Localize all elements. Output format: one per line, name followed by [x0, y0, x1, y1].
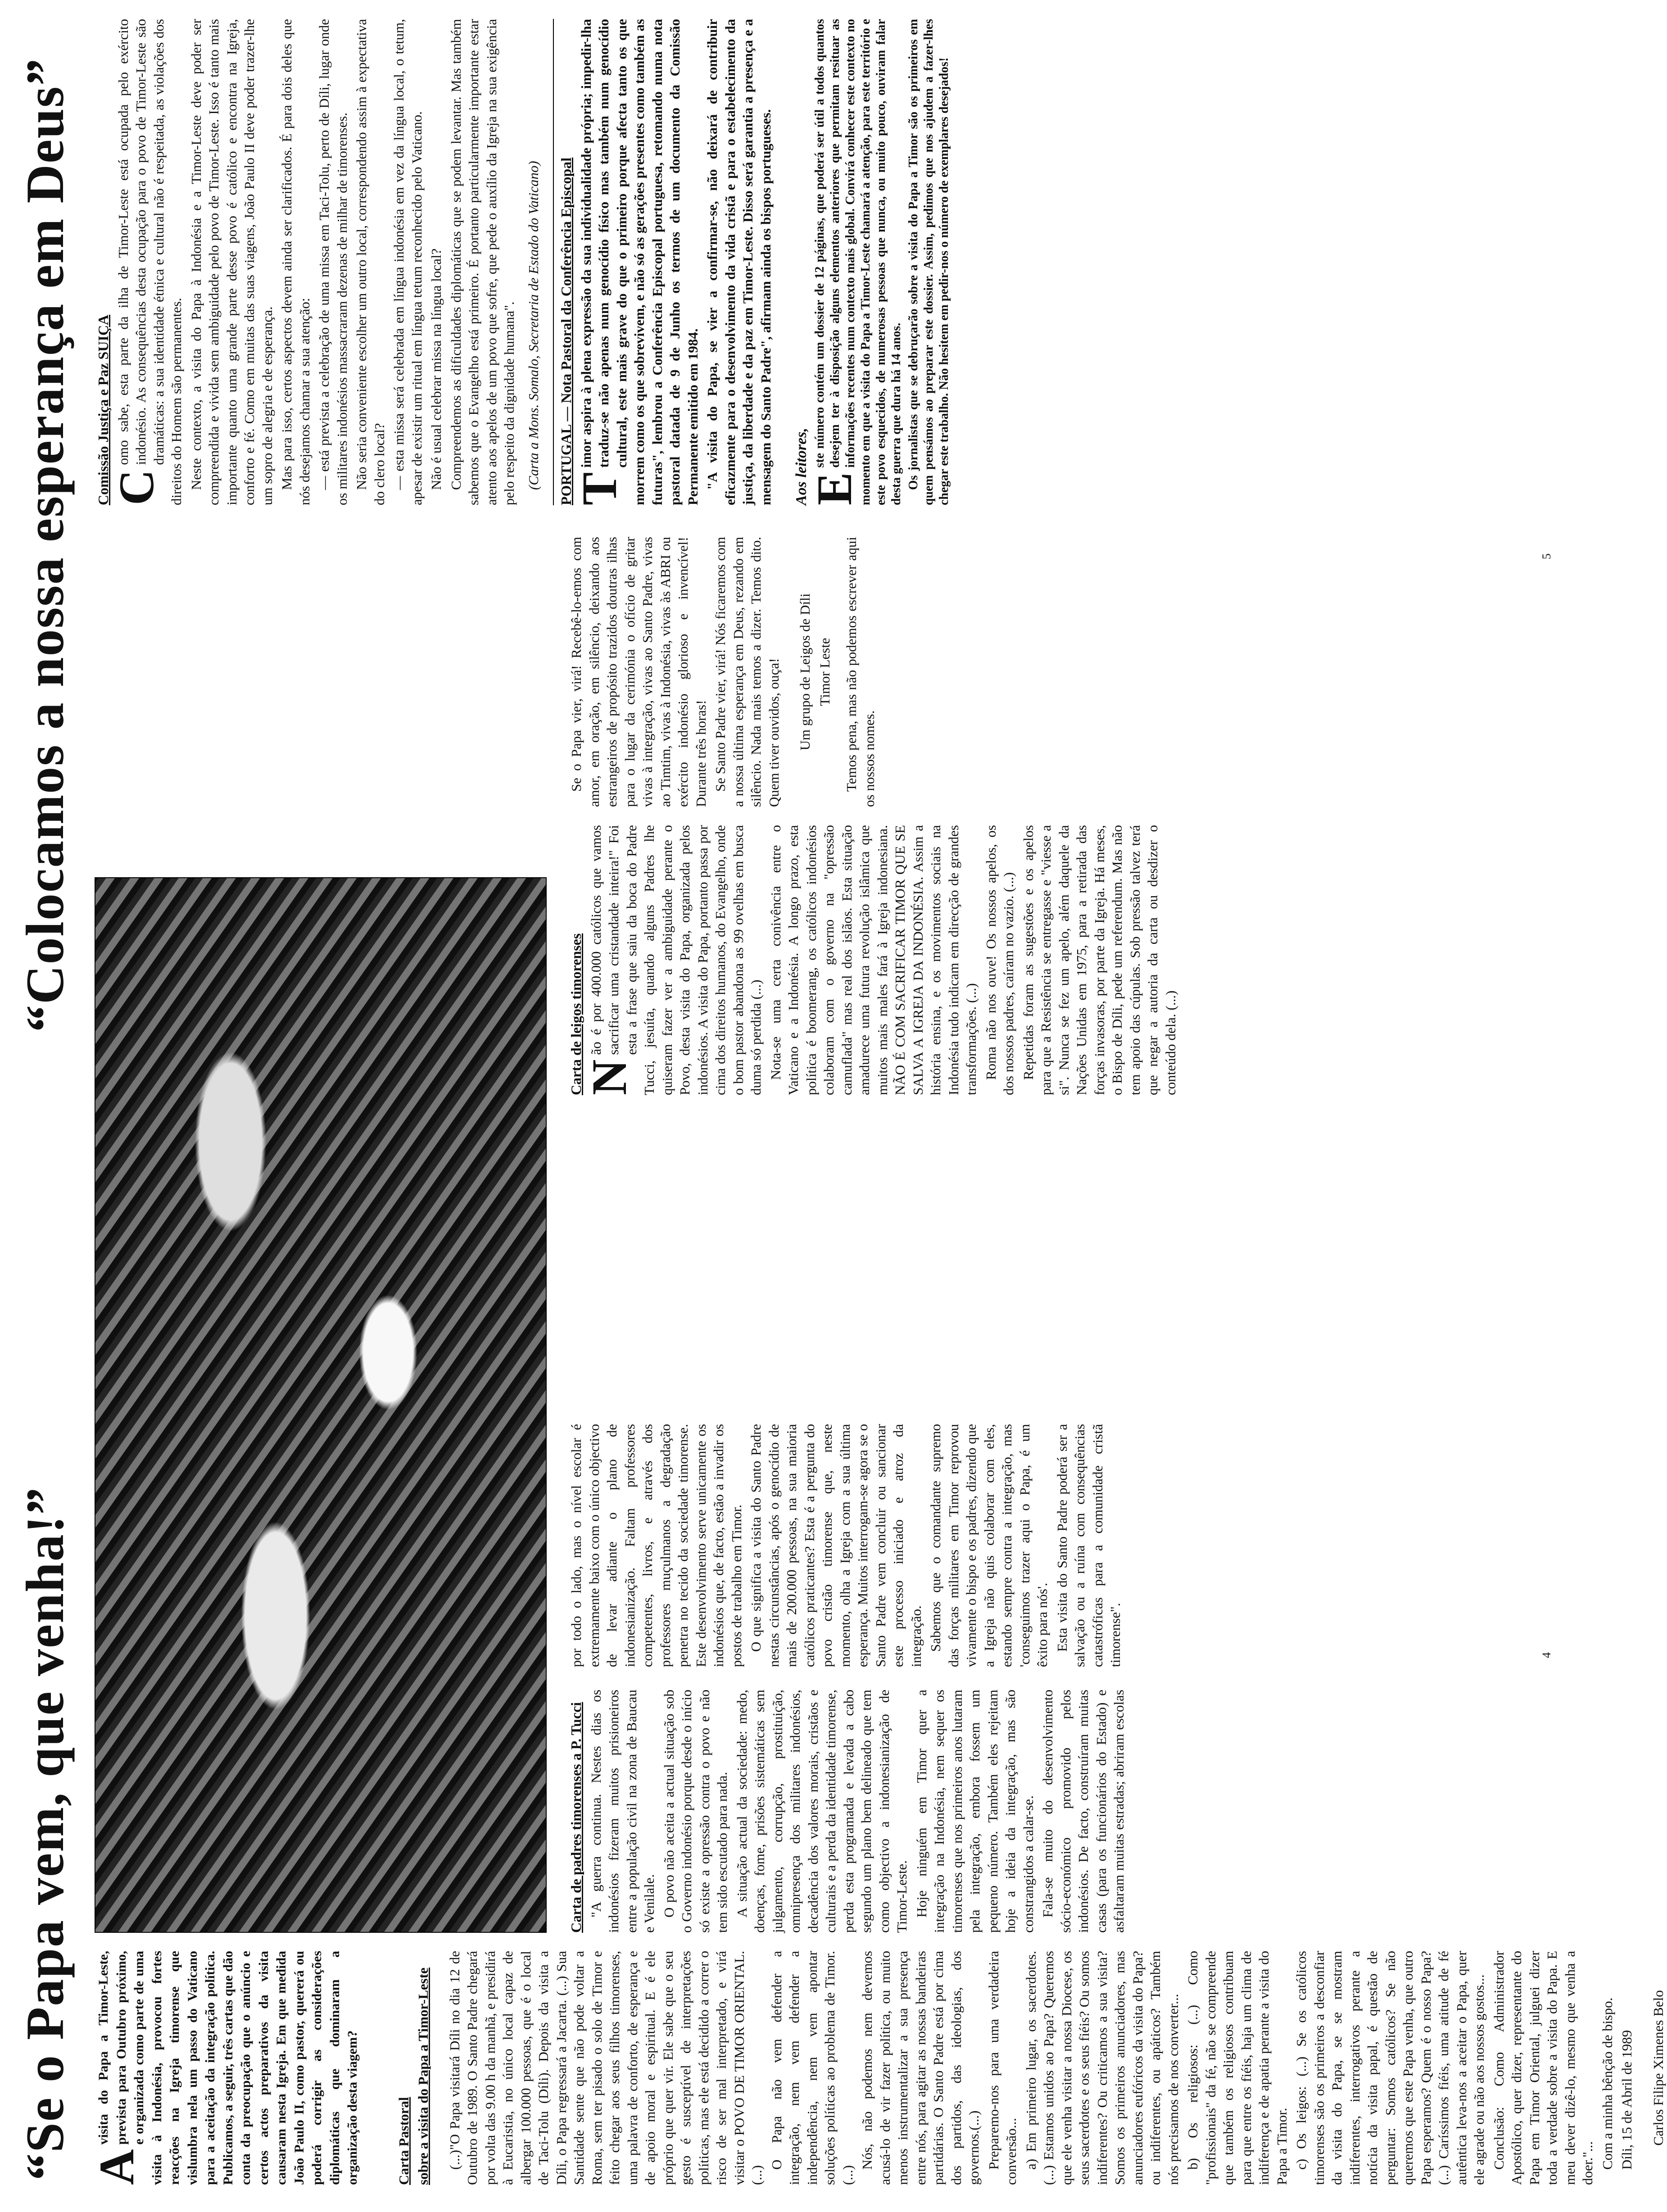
letter3-paragraph: Se Santo Padre vier, virá! Nós ficaremos com a nossa última esperança em Deus, rezando em silêncio. Nada mais temos a dizer. Temos dito. Quem tiver ouvidos, ouça!: [712, 537, 782, 807]
right-headline: “Colocamos a nossa esperança em Deus”: [15, 58, 75, 1032]
letter2-column: [567, 1424, 1536, 1933]
left-headline: “Se o Papa vem, que venha!”: [15, 1487, 75, 2180]
letter1-paragraph: Nós, não podemos nem devemos acusá-lo de vir fazer política, ou muito menos instrumentalizar a sua presença entre nós, para agitar as nossas bandeiras partidárias. O Santo Padre está por cima dos partidos, das ideologias, dos governos.(...): [859, 1951, 982, 2185]
letter3-closing: Temos pena, mas não podemos escrever aqui os nossos nomes.: [843, 537, 877, 807]
readers-dropcap: E: [806, 472, 862, 505]
letter2-paragraph: O que significa a visita do Santo Padre nestas circunstâncias, após o genocídio de mais de 200.000 pessoas, na sua maioria católicos praticantes? Esta é a pergunta do povo cristão timorense que, neste momento, olha a Igreja com a sua última esperança. Muitos interrogam-se agora se o Santo Padre vem concluir ou sancionar este processo iniciado e atroz da integração.: [748, 1424, 924, 1667]
letter5-dropcap: T: [571, 472, 627, 505]
letter1-paragraph: Com a minha bênção de bispo.: [1599, 1997, 1615, 2170]
letter3-column: [567, 825, 1536, 1095]
letter3-paragraph: Roma não nos ouve! Os nossos apelos, os dos nossos padres, caíram no vazio. (...): [983, 825, 1016, 1095]
letter3-column-2: [567, 537, 1536, 807]
letter4-signature: (Carta a Mons. Somalo, Secretaria de Estado do Vaticano): [525, 161, 541, 490]
letter1-paragraph: c) Os leigos: (...) Se os católicos timorenses são os primeiros a desconfiar da visita do Papa, se se mostram indiferentes, interrogativos perante a notícia da visita papal, é questão de perguntar: Somos católicos? Se não queremos que este Papa venha, que outro Papa esperamos? Quem é o nosso Papa? (...) Caríssimos fiéis, uma atitude de fé autêntica leva-nos a aceitar o Papa, quer ele agrade ou não aos nossos gostos...: [1293, 1951, 1487, 2185]
letter1-title-line2: sobre a visita do Papa a Timor-Leste: [415, 1967, 431, 2185]
letter2-paragraph: Sabemos que o comandante supremo das forças militares em Timor reprovou vivamente o bispo e os padres, dizendo que a Igreja não quis colaborar com eles, estando sempre contra a integração, mas 'conseguimos trazer aqui o Papa, é um êxito para nós'.: [928, 1424, 1050, 1667]
letter3-paragraph: Nota-se uma certa conivência entre o Vaticano e a Indonésia. A longo prazo, esta política é boomerang, os católicos indonésios colaboram com o governo na "opressão camuflada" mas real dos islãos. Esta situação amadurece uma futura revolução islâmica que muitos mais males fará à Igreja indonesiana. NÃO É COM SACRIFICAR TIMOR QUE SE SALVA A IGREJA DA INDONÉSIA. Assim a história ensina, e os movimentos sociais na Indonésia tudo indicam em direcção de grandes transformações. (...): [767, 825, 979, 1095]
letter4-paragraph: — está prevista a celebração de uma missa em Taci-Tolu, perto de Díli, lugar onde os militares indonésios massacraram dezenas de milhar de timorenses.: [316, 19, 350, 505]
letter3-signature-group: Um grupo de Leigos de Díli: [797, 593, 813, 751]
intro-column: [89, 1951, 1666, 2185]
letter1-title-line1: Carta Pastoral: [395, 2097, 412, 2185]
letter4-paragraph: Não seria conveniente escolher um outro local, correspondendo assim à expectativa do clero local?: [353, 19, 387, 505]
letter5-paragraph: "A visita do Papa, se vier a confirmar-se, não deixará de contribuir eficazmente para o desenvolvimento da vida cristã e para o estabelecimento da justiça, da liberdade e da paz em Timor-Leste. Disso será garantia a presença e a mensagem do Santo Padre", afirmam ainda os bispos portugueses.: [704, 19, 774, 505]
left-page-number: 4: [1540, 1652, 1553, 1658]
readers-paragraph: Os jornalistas que se debruçarão sobre a visita do Papa a Timor são os primeiros em quem pensámos ao preparar este dossier. Assim, pedimos que nos ajudem a fazer-lhes chegar este trabalho. Não hesitem em pedir-nos o número de exemplares desejados!: [906, 19, 951, 505]
letter3-paragraph: Se o Papa vier, virá! Recebê-lo-emos com amor, em oração, em silêncio, deixando aos estrangeiros de propósito trazidos doutras ilhas para o lugar da cerimónia o ofício de gritar vivas à integração, vivas ao Santo Padre, vivas ao Timtim, vivas à Indonésia, vivas às ABRI ou exército indonésio glorioso e invencível! Durante três horas!: [568, 537, 709, 807]
letter2-paragraph: Fala-se muito do desenvolvimento sócio-económico promovido pelos indonésios. De facto, construíram muitas casas (para os funcionários do Estado) e asfaltaram muitas estradas; abriram escolas por todo o lado, mas o nível escolar é extremamente baixo com o único objectivo de levar adiante o plano de indonesianização. Faltam professores competentes, livros, e através dos professores muçulmanos a degradação penetra no tecido da sociedade timorense. Este desenvolvimento serve unicamente os indonésios que, de facto, estão a invadir os postos de trabalho em Timor.: [568, 1424, 1127, 1933]
right-page: [0, 0, 1563, 1100]
letter1-paragraph: Conclusão: Como Administrador Apostólico, quer dizer, representante do Papa em Timor Oriental, julguei dizer toda a verdade sobre a visita do Papa. E meu dever dizê-lo, mesmo que venha a doer."...: [1490, 1951, 1595, 2185]
left-page: [0, 1100, 1666, 2212]
intro-paragraph: A visita do Papa a Timor-Leste, prevista para Outubro próximo, e organizada como parte de uma visita à Indonésia, provocou fortes reacções na Igreja timorense que vislumbra nela um passo do Vaticano para a aceitação da integração política. Publicamos, a seguir, três cartas que dão conta da preocupação que o anúncio e certos actos preparativos da visita causaram nesta Igreja. Em que medida João Paulo II, como pastor, quererá ou poderá corrigir as considerações diplomáticas que dominaram a organização desta viagem?: [89, 1951, 360, 2185]
letter5-paragraph: T imor aspira à plena expressão da sua individualidade própria; impedir-lha traduz-se não apenas num genocídio físico mas também num genocídio cultural, este mais grave do que o primeiro porque afecta tanto os que morrem como os que sobrevivem, e não só as gerações presentes como também as futuras", lembrou a Conferência Episcopal portuguesa, retomando numa nota pastoral datada de 9 de Junho os termos de um documento da Comissão Permanente emitido em 1984.: [571, 19, 701, 505]
letter2-title: Carta de padres timorenses a P. Tucci: [568, 1702, 584, 1933]
letter4-paragraph: Não é usual celebrar missa na língua local?: [428, 248, 444, 490]
readers-paragraph: E ste número contém um dossier de 12 páginas, que poderá ser útil a todos quantos desejem ter à disposição alguns elementos anteriores que permitam resituar as informações recentes num contexto mais global. Convirá conhecer este contexto no momento em que a visita do Papa a Timor-Leste chamará a atenção, para este território e este povo esquecidos, de numerosas pessoas que nunca, ou muito pouco, ouviram falar desta guerra que dura há 14 anos.: [806, 19, 903, 505]
letter1-paragraph: b) Os religiosos: (...) Como "profissionais" da fé, não se compreende que também os religiosos contribuam para que entre os fiéis, haja um clima de indiferença e de apatia perante a visita do Papa a Timor.: [1185, 1951, 1290, 2185]
letter2-paragraph: O povo não aceita a actual situação sob o Governo indonésio porque desde o início só existe a opressão contra o povo e não tem sido escutado para nada.: [661, 1690, 730, 1933]
letter4-paragraph: — esta missa será celebrada em língua indonésia em vez da língua local, o tetum, apesar de existir um ritual em língua tetum reconhecido pelo Vaticano.: [391, 19, 425, 505]
letter4-dropcap: C: [109, 469, 164, 505]
letter3-title: Carta de leigos timorenses: [568, 933, 584, 1095]
letter5-title: PORTUGAL — Nota Pastoral da Conferência Episcopal: [553, 19, 575, 505]
intro-dropcap: A: [89, 2149, 144, 2185]
letter2-paragraph: Hoje ninguém em Timor quer a integração na Indonésia, nem sequer os timorenses que nos primeiros anos lutaram pela integração, embora fossem um pequeno número. Também eles rejeitam hoje a ideia da integração, mas são constrangidos a calar-se.: [913, 1690, 1036, 1933]
readers-title: Aos leitores,: [793, 428, 810, 505]
letter1-paragraph: a) Em primeiro lugar, os sacerdotes.(...) Estamos unidos ao Papa? Queremos que ele venha visitar a nossa Diocese, os seus sacerdotes e os seus fiéis? Ou somos indiferentes? Ou criticamos a sua visita? Somos os primeiros anunciadores, mas anunciadores eufóricos da visita do Papa? ou indiferentes, ou apáticos? Também nós precisamos de nos converter...: [1023, 1951, 1181, 2185]
letter1-paragraph: Preparemo-nos para uma verdadeira conversão...: [985, 1951, 1019, 2185]
letter4-paragraph: Compreendemos as dificuldades diplomáticas que se podem levantar. Mas também sabemos que o Evangelho está primeiro. É portanto particularmente importante estar atento aos apelos de um povo que sofre, que pede o auxílio da Igreja na sua exigência pelo respeito da dignidade humana".: [448, 19, 517, 505]
letter3-paragraph: N ão é por 400.000 católicos que vamos sacrificar uma cristandade inteira!" Foi esta a frase que saiu da boca do Padre Tucci, jesuíta, quando alguns Padres lhe quiseram fazer ver a ambiguidade perante o Povo, desta visita do Papa, organizada pelos indonésios. A visita do Papa, portanto passa por cima dos direitos humanos, do Evangelho, onde o bom pastor abandona as 99 ovelhas em busca duma só perdida (...): [581, 825, 764, 1095]
letter1-paragraph: (...)"O Papa visitará Díli no dia 12 de Outubro de 1989. O Santo Padre chegará por volta das 9.00 h da manhã, e presidirá à Eucaristia, no único local capaz de albergar 100.000 pessoas, que é o local de Taci-Tolu (Díli). Depois da visita a Díli, o Papa regressará a Jacarta. (...) Sua Santidade sente que não pode voltar a Roma, sem ter pisado o solo de Timor e feito chegar aos seus filhos timorenses, uma palavra de conforto, de esperança e de apoio moral e espiritual. E é ele próprio que quer vir. Ele sabe que o seu gesto é susceptível de interpretações políticas, mas ele está decidido a correr o risco de ser mal interpretado, e virá visitar o POVO DE TIMOR ORIENTAL.(...): [446, 1951, 765, 2185]
letter4-paragraph: Neste contexto, a visita do Papa à Indonésia e a Timor-Leste deve poder ser compreendida e vivida sem ambiguidade pelo povo de Timor-Leste. Isso é tanto mais importante quanto uma grande parte desse povo é católico e encontra na Igreja, conforto e fé. Como em muitas das suas viagens, João Paulo II deve poder trazer-lhe um sopro de alegria e de esperança.: [188, 19, 275, 505]
right-column: [95, 19, 1536, 505]
letter4-paragraph: Mas para isso, certos aspectos devem ainda ser clarificados. É para dois deles que nós desejamos chamar a sua atenção:: [279, 19, 313, 505]
letter3-signature-place: Timor Leste: [816, 638, 833, 706]
letter4-title: Comissão Justiça e Paz SUIÇA: [95, 314, 111, 505]
letter1-signature: Carlos Filipe Ximenes Belo: [1650, 1990, 1666, 2146]
letter3-paragraph: Repetidas foram as sugestões e os apelos para que a Resistência se entregasse e "viesse a si". Nunca se fez um apelo, além daquele da Nações Unidas em 1975, para a retirada das forças invasoras, por parte da Igreja. Há meses, o Bispo de Díli, pede um referendum. Mas não tem apoio das cúpulas. Sob pressão talvez terá que negar a autoria da carta ou desdizer o conteúdo dela. (...): [1020, 825, 1178, 1095]
letter1-paragraph: Díli, 15 de Abril de 1989: [1619, 2030, 1635, 2170]
letter2-paragraph: "A guerra continua. Nestes dias os indonésios fizeram muitos prisioneiros entre a população civil na zona de Baucau e Venilale.: [588, 1690, 657, 1933]
letter3-dropcap: N: [581, 1059, 637, 1095]
letter2-paragraph: Esta visita do Santo Padre poderá ser a salvação ou a ruína com consequências catastróficas para a comunidade cristã timorense".: [1054, 1424, 1123, 1667]
right-page-number: 5: [1540, 553, 1553, 559]
letter1-paragraph: O Papa não vem defender a integração, nem vem defender a independência, nem vem apontar soluções políticas ao problema de Timor.(...): [768, 1951, 856, 2185]
letter2-paragraph: A situação actual da sociedade: medo, doenças, fome, prisões sistemáticas sem julgamento, corrupção, prostituição, omnipresença dos militares indonésios, decadência dos valores morais, cristãos e culturais e a perda da identidade timorense, perda esta programada e levada a cabo segundo um plano bem delineado que tem como objectivo a indonesianização de Timor-Leste.: [734, 1690, 910, 1933]
letter4-paragraph: C omo sabe, esta parte da ilha de Timor-Leste está ocupada pelo exército indonésio. As consequências desta ocupação para o povo de Timor-Leste são dramáticas: a sua identidade étnica e cultural não é respeitada, as violações dos direitos do Homem são permanentes.: [109, 19, 184, 505]
